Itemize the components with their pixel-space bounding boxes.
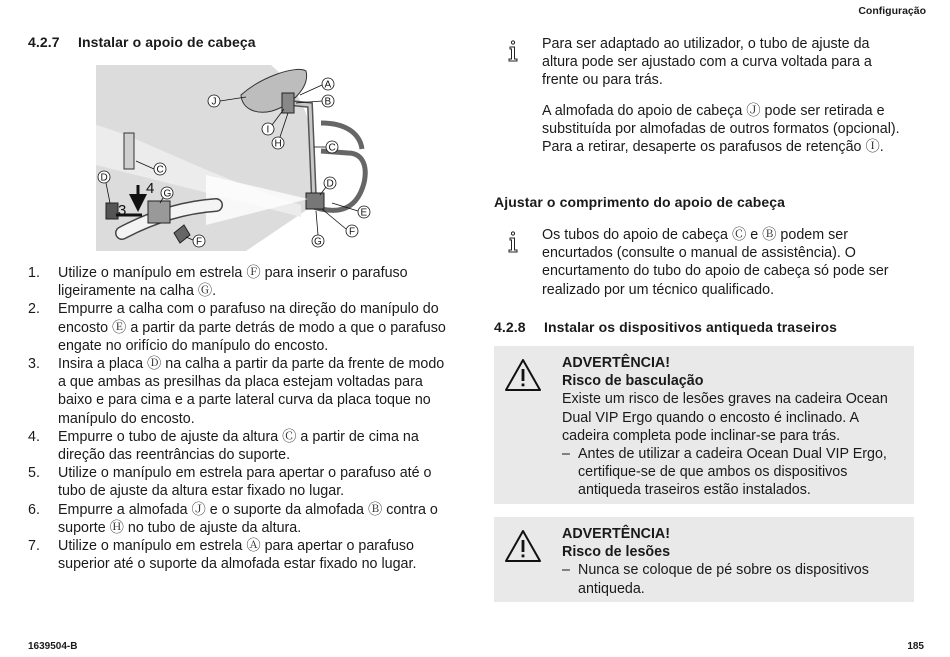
step-item [28,300,448,355]
doc-id: 1639504-B [28,641,78,652]
headrest-diagram-svg [96,65,374,251]
pad-bracket [282,93,294,113]
step-number-4: 4 [146,180,155,197]
step-item [28,501,448,537]
callout-E-label: E [360,207,368,219]
plate-d [106,203,118,219]
warning-title: ADVERTÊNCIA! [562,526,671,542]
step-number: 7. [28,538,40,555]
warning-triangle-icon [504,529,542,563]
warning-bullet-text: Nunca se coloque de pé sobre os dispositivos antiqueda. [578,562,869,597]
step-item [28,464,448,500]
note-paragraph: A almofada do apoio de cabeça Ⓙ pode ser retirada e substituída por almofadas de outros formatos (opcional). Para a retirar, desaperte os parafusos de retenção Ⓘ. [542,102,900,156]
step-number-3: 3 [118,202,127,219]
step-text: Utilize o manípulo em estrela para apertar o parafuso até o tubo de ajuste da altura estar fixado no lugar. [58,465,432,500]
step-text: Empurre a calha com o parafuso na direção do manípulo do encosto Ⓔ a partir da parte detrás de modo a que o parafuso engate no orifício do manípulo do encosto. [58,301,446,354]
step-text: Utilize o manípulo em estrela Ⓕ para inserir o parafuso ligeiramente na calha Ⓖ. [58,265,408,300]
section-number: 4.2.7 [28,34,60,50]
note-tube-adjust [542,35,908,156]
section-title: Instalar os dispositivos antiqueda traseiros [544,319,838,335]
callout-H-label: H [274,138,282,150]
step-number: 1. [28,265,40,281]
callout-F-label: F [349,226,356,238]
step-number: 6. [28,501,40,518]
step-item [28,355,448,428]
warning-subtitle: Risco de basculação [562,373,704,390]
section-number: 4.2.8 [494,319,526,335]
callout-D-main [320,177,336,195]
bullet-dash: – [562,446,570,463]
section-title: Instalar o apoio de cabeça [78,34,256,50]
step-text: Utilize o manípulo em estrela Ⓐ para apertar o parafuso superior até o suporte da almofada estar fixado no lugar. [58,538,417,573]
note-paragraph: Os tubos do apoio de cabeça Ⓒ e Ⓑ podem ser encurtados (consulte o manual de assistência). O encurtamento do tubo do apoio de cabeça só pode ser realizado por um técnico qualificado. [542,227,889,298]
callout-F-main [322,209,358,238]
note-shortening [542,226,908,299]
info-icon [506,231,520,253]
headrest-illustration [96,65,374,251]
note-paragraph: Para ser adaptado ao utilizador, o tubo de ajuste da altura pode ser ajustado com a curva voltada para a frente ou para trás. [542,36,872,89]
subheading-length: Ajustar o comprimento do apoio de cabeça [494,194,786,210]
bullet-dash: – [562,562,570,579]
callout-C-label: C [328,142,336,154]
inset-label-F: F [196,236,203,248]
step-item [28,264,448,300]
section-heading-428 [494,319,837,335]
callout-J-label: J [211,96,217,108]
step-text: Empurre o tubo de ajuste da altura Ⓒ a partir de cima na direção das reentrâncias do suporte. [58,428,419,464]
page-number: 185 [907,641,924,652]
warning-box-tipping [494,346,914,504]
warning-body: Existe um risco de lesões graves na cadeira Ocean Dual VIP Ergo quando o encosto é inclinado. A cadeira completa pode inclinar-se para trás. [562,391,888,444]
callout-I-label: I [266,124,270,136]
inset-label-D: D [100,172,108,184]
step-number: 3. [28,356,40,373]
warning-box-injury [494,517,914,602]
plate-c [124,133,134,169]
callout-G-main [312,211,324,248]
callout-D-label: D [326,178,334,190]
callout-A-label: A [324,79,332,91]
step-text: Insira a placa Ⓓ na calha a partir da parte da frente de modo a que ambas as presilhas da placa estejam voltadas para baixo e para cima e a parte lateral curva da placa toque no manípulo do encosto. [58,356,445,427]
step-number: 2. [28,301,40,318]
step-number: 4. [28,428,40,445]
warning-triangle-icon [504,358,542,392]
step-number: 5. [28,465,40,482]
warning-bullet-text: Antes de utilizar a cadeira Ocean Dual VIP Ergo, certifique-se de que ambos os dispositivos antiqueda traseiros estão instalados. [578,446,887,499]
clamp [306,193,324,209]
warning-subtitle: Risco de lesões [562,544,671,561]
warning-bullet [562,445,902,500]
info-icon [506,40,520,62]
inset-label-G: G [163,188,172,200]
step-text: Empurre a almofada Ⓙ e o suporte da almofada Ⓑ contra o suporte Ⓗ no tubo de ajuste da altura. [58,501,438,536]
inset-label-C: C [156,164,164,176]
step-item [28,428,448,464]
rail-g [148,201,170,223]
running-header: Configuração [858,5,926,17]
callout-G-label: G [314,236,322,248]
step-item [28,537,448,573]
warning-title: ADVERTÊNCIA! [562,355,671,371]
installation-steps [28,264,448,573]
callout-B-label: B [324,96,332,108]
warning-bullet [562,561,902,597]
section-heading-427 [28,34,256,50]
